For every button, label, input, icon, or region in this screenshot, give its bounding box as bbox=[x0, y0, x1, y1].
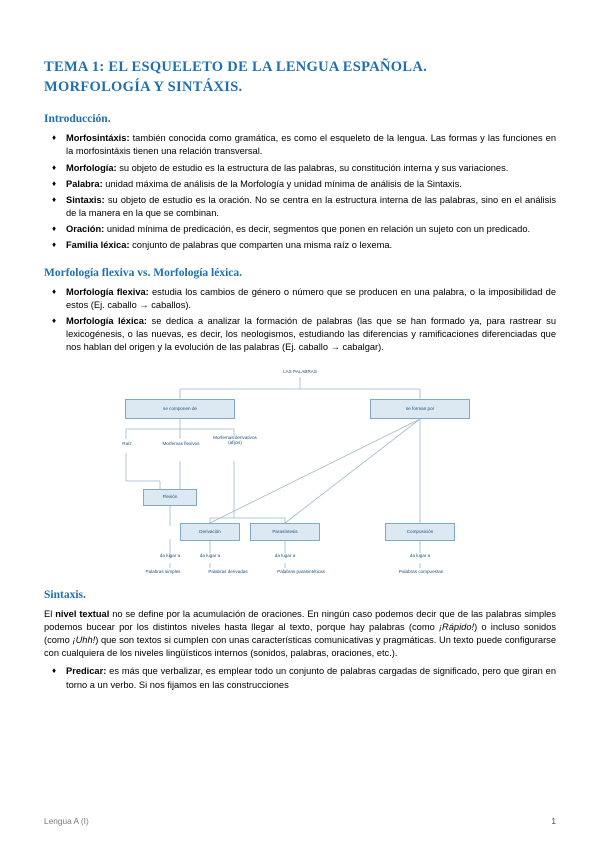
diagram-label-morfemas-derivativos: Morfemas derivativos (afijos) bbox=[213, 434, 257, 446]
sintaxis-paragraph-lead: El bbox=[44, 608, 56, 619]
list-item bbox=[44, 665, 556, 691]
palabras-diagram bbox=[80, 363, 520, 575]
sintaxis-paragraph bbox=[44, 608, 556, 661]
term-label: Palabra: bbox=[66, 178, 103, 189]
diagram-result-palabras-parasinteticas: Palabras parasintéticas bbox=[277, 568, 325, 574]
sintaxis-paragraph-bold: nivel textual bbox=[55, 608, 110, 619]
diagram-box-composicion: Composición bbox=[385, 523, 455, 541]
section-heading-introduccion: Introducción. bbox=[44, 113, 111, 126]
page-title-line-1: TEMA 1: EL ESQUELETO DE LA LENGUA ESPAÑOLA. bbox=[44, 59, 428, 75]
diagram-result-palabras-simples: Palabras simples bbox=[145, 568, 181, 574]
term-definition: conjunto de palabras que comparten una misma raíz o lexema. bbox=[129, 240, 393, 251]
diagram-label-morfemas-flexivos: Morfemas flexivos bbox=[162, 440, 200, 446]
list-item bbox=[44, 223, 556, 236]
diagram-label-da-lugar-a-2: da lugar a bbox=[199, 552, 221, 558]
term-definition: unidad máxima de análisis de la Morfología y unidad mínima de análisis de la Sintaxis. bbox=[102, 178, 462, 189]
diagram-label-da-lugar-a-1: da lugar a bbox=[159, 552, 181, 558]
term-label: Morfología: bbox=[66, 162, 117, 173]
intro-bullet-list bbox=[44, 132, 556, 253]
list-item bbox=[44, 194, 556, 220]
diagram-box-flexion: Flexión bbox=[143, 489, 197, 506]
diagram-box-derivacion: Derivación bbox=[180, 523, 240, 541]
footer-course-label: Lengua A (I) bbox=[44, 816, 89, 826]
term-label: Sintaxis: bbox=[66, 194, 105, 205]
term-label: Oración: bbox=[66, 224, 105, 235]
section-heading-morfologia: Morfología flexiva vs. Morfología léxica. bbox=[44, 266, 243, 279]
diagram-label-raiz: Raíz bbox=[122, 440, 132, 446]
diagram-box-parasintesis: Parasíntesis bbox=[250, 523, 320, 541]
term-label: Familia léxica: bbox=[66, 240, 130, 251]
diagram-label-da-lugar-a-3: da lugar a bbox=[274, 552, 296, 558]
diagram-label-da-lugar-a-4: da lugar a bbox=[409, 552, 431, 558]
list-item bbox=[44, 132, 556, 158]
list-item bbox=[44, 286, 556, 312]
page-title-line-2: MORFOLOGÍA Y SINTÁXIS. bbox=[44, 78, 243, 95]
term-definition: también conocida como gramática, es como el esqueleto de la lengua. Las formas y las funciones en la morfosintáxis tienen una relación transversal. bbox=[66, 133, 556, 157]
diagram-root-label: LAS PALABRAS bbox=[283, 368, 317, 374]
term-definition: estudia los cambios de género o número que se producen en una palabra, o la imposibilidad de estos (Ej. caballo → caballos). bbox=[66, 286, 556, 310]
diagram-result-palabras-compuestas: Palabras compuestas bbox=[398, 568, 444, 574]
page-title bbox=[44, 58, 556, 97]
term-label: Morfosintáxis: bbox=[66, 133, 130, 144]
sintaxis-bullet-list bbox=[44, 665, 556, 691]
section-heading-sintaxis: Sintaxis. bbox=[44, 588, 86, 601]
term-definition: unidad mínima de predicación, es decir, segmentos que ponen en relación un sujeto con un predicado. bbox=[104, 224, 531, 235]
term-definition: es más que verbalizar, es emplear todo un conjunto de palabras cargadas de significado, pero que giran en torno a un verbo. Si nos fijamos en las construcciones bbox=[66, 666, 556, 690]
list-item bbox=[44, 239, 556, 252]
list-item bbox=[44, 315, 556, 355]
morfologia-bullet-list bbox=[44, 286, 556, 355]
term-definition: su objeto de estudio es la estructura de las palabras, su constitución interna y sus variaciones. bbox=[116, 162, 509, 173]
diagram-connectors bbox=[80, 363, 520, 575]
page-footer bbox=[44, 816, 556, 826]
diagram-box-se-forman-por: se forman por bbox=[370, 399, 470, 419]
list-item bbox=[44, 162, 556, 175]
term-label: Morfología flexiva: bbox=[66, 286, 149, 297]
sintaxis-paragraph-rest: no se define por la acumulación de oraciones. En ningún caso podemos decir que de las palabras simples podemos bucear por los distintos niveles hasta llegar al texto, porque hay palabras (como ¡Rápido!) o incluso sonidos (como ¡Uhh!) que son textos si cumplen con unas características comunicativas y pragmáticas. Un texto puede configurarse con cualquiera de los niveles lingüísticos internos (sonidos, palabras, oraciones, etc.). bbox=[44, 608, 557, 659]
term-label: Morfología léxica: bbox=[66, 316, 147, 326]
term-definition: su objeto de estudio es la oración. No se centra en la estructura interna de las palabras, sino en el análisis de la manera en la que se combinan. bbox=[66, 194, 556, 219]
diagram-box-se-componen-de: se componen de bbox=[125, 399, 235, 419]
term-label: Predicar: bbox=[66, 666, 107, 677]
term-definition: se dedica a analizar la formación de palabras (las que se han formado ya, para rastrear su lexicogénesis, o las nuevas, es decir, los neologismos, estudiando las diferencias y ramificaciones diferenciadas que nos hablan del origen y la evolución de las palabras (Ej. caballo → cabalgar). bbox=[66, 316, 556, 353]
footer-page-number: 1 bbox=[551, 816, 556, 826]
diagram-result-palabras-derivadas: Palabras derivadas bbox=[208, 568, 248, 574]
list-item bbox=[44, 178, 556, 191]
